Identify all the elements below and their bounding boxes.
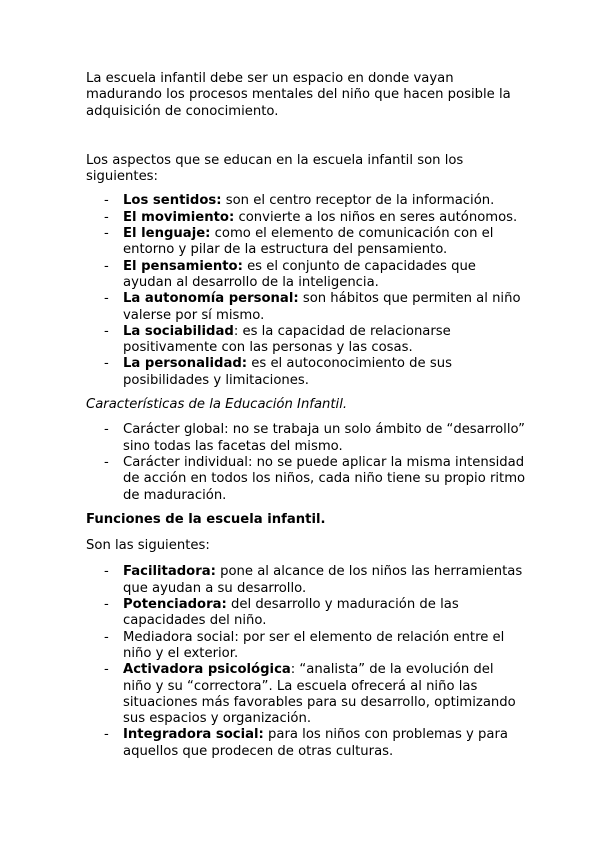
dash-bullet: - (104, 629, 109, 645)
item-text: es el autoconocimiento de sus posibilidades y limitaciones. (123, 356, 452, 388)
item-text: convierte a los niños en seres autónomos. (234, 209, 518, 225)
item-text: son el centro receptor de la información. (221, 193, 495, 209)
dash-bullet: - (104, 258, 109, 274)
characteristics-heading: Características de la Educación Infantil. (86, 397, 348, 413)
item-text: : “analista” de la evolución del niño y su “correctora”. La escuela ofrecerá al niño las situaciones más favorables para su desarrollo, optimizando sus espacios y organización. (123, 662, 516, 727)
functions-heading: Funciones de la escuela infantil. (86, 511, 326, 527)
dash-bullet: - (104, 209, 109, 225)
item-text: son hábitos que permiten al niño valerse por sí mismo. (123, 291, 521, 323)
dash-bullet: - (104, 323, 109, 339)
aspects-lead-paragraph: Los aspectos que se educan en la escuela infantil son los siguientes: (86, 152, 464, 185)
item-term: Los sentidos: (123, 193, 222, 209)
dash-bullet: - (104, 356, 109, 372)
intro-paragraph: La escuela infantil debe ser un espacio en donde vayan madurando los procesos mentales del niño que hacen posible la adquisición de conocimiento. (86, 71, 511, 119)
list-item (86, 226, 526, 259)
list-item (86, 193, 526, 209)
item-text: Carácter global: no se trabaja un solo ámbito de “desarrollo” sino todas las facetas del mismo. (123, 422, 525, 454)
list-item (86, 356, 526, 389)
item-term: La sociabilidad (123, 323, 234, 339)
dash-bullet: - (104, 727, 109, 743)
item-term: La autonomía personal: (123, 291, 299, 307)
item-term: El lenguaje: (123, 226, 211, 242)
item-text: : es la capacidad de relacionarse positivamente con las personas y las cosas. (123, 323, 451, 356)
dash-bullet: - (104, 422, 109, 438)
dash-bullet: - (104, 193, 109, 209)
list-item (86, 455, 526, 504)
list-item (86, 597, 526, 630)
functions-lead-paragraph: Son las siguientes: (86, 538, 210, 554)
characteristics-list (86, 422, 526, 503)
list-item (86, 210, 526, 226)
item-text: Carácter individual: no se puede aplicar la misma intensidad de acción en todos los niños, cada niño tiene su propio ritmo de maduración. (123, 454, 526, 503)
dash-bullet: - (104, 564, 109, 580)
item-text: es el conjunto de capacidades que ayudan al desarrollo de la inteligencia. (123, 258, 476, 290)
item-term: El movimiento: (123, 209, 235, 225)
item-term: La personalidad: (123, 356, 248, 372)
item-term: El pensamiento: (123, 258, 243, 274)
list-item (86, 259, 526, 292)
dash-bullet: - (104, 597, 109, 613)
list-item (86, 291, 526, 324)
item-term: Facilitadora: (123, 564, 216, 580)
item-text: para los niños con problemas y para aquellos que prodecen de otras culturas. (123, 727, 509, 759)
item-text: pone al alcance de los niños las herramientas que ayudan a su desarrollo. (123, 564, 523, 596)
dash-bullet: - (104, 662, 109, 678)
document-page (86, 71, 526, 760)
list-item (86, 727, 526, 760)
list-item (86, 324, 526, 357)
list-item (86, 662, 526, 727)
item-text: del desarrollo y maduración de las capacidades del niño. (123, 597, 459, 629)
item-term: Integradora social: (123, 727, 264, 743)
dash-bullet: - (104, 291, 109, 307)
dash-bullet: - (104, 454, 109, 470)
item-term: Activadora psicológica (123, 662, 291, 678)
item-term: Potenciadora: (123, 597, 227, 613)
aspects-list (86, 193, 526, 389)
functions-list (86, 564, 526, 760)
list-item (86, 564, 526, 597)
list-item (86, 630, 526, 663)
dash-bullet: - (104, 226, 109, 242)
list-item (86, 422, 526, 455)
item-text: como el elemento de comunicación con el entorno y pilar de la estructura del pensamiento. (123, 226, 494, 258)
item-text: Mediadora social: por ser el elemento de relación entre el niño y el exterior. (123, 629, 505, 661)
